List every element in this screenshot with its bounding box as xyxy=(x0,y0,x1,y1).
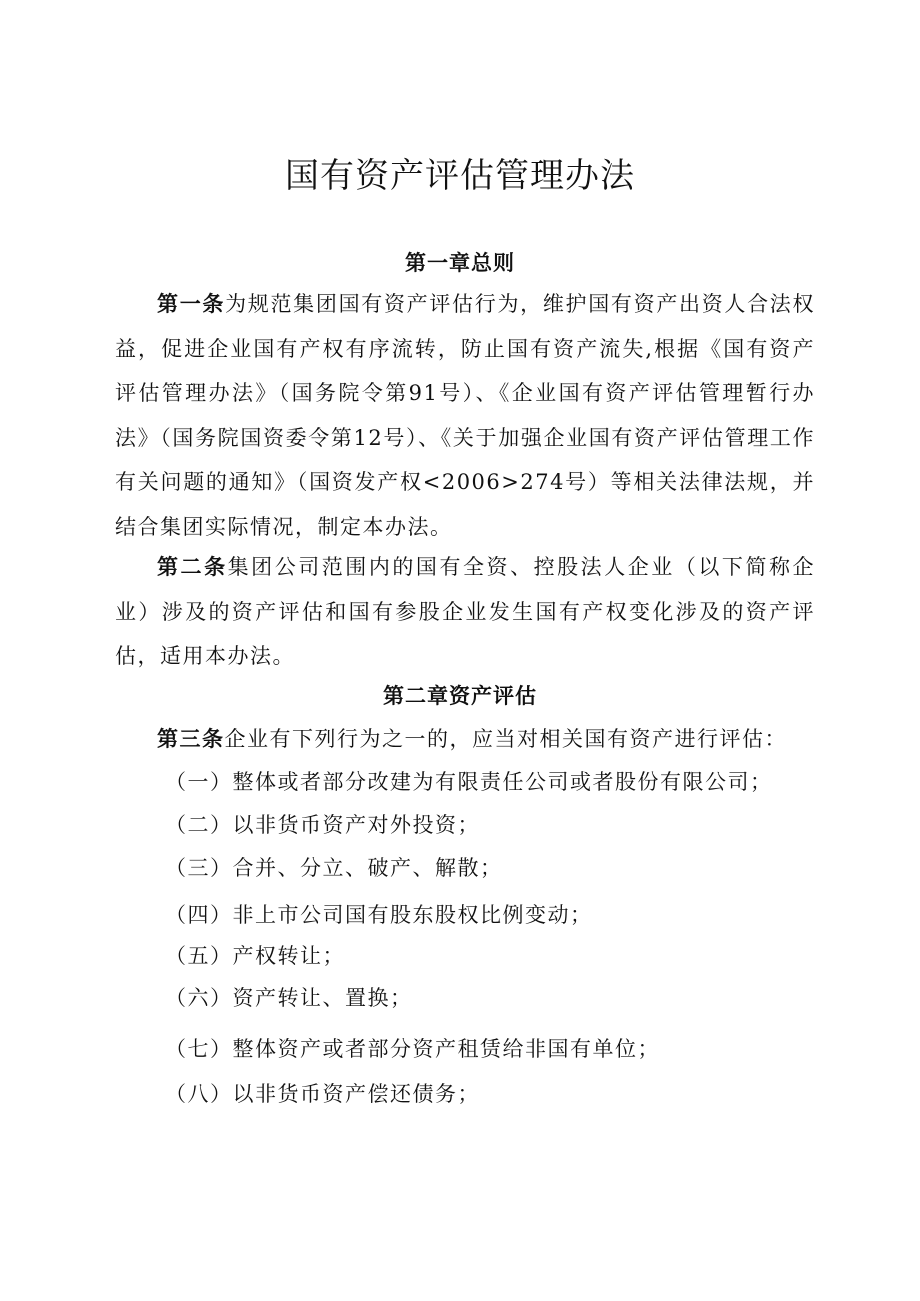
chapter-heading-1: 第一章总则 xyxy=(405,250,515,275)
list-item: （四）非上市公司国有股东股权比例变动； xyxy=(165,903,593,927)
article-3 xyxy=(115,717,815,762)
article-1-label: 第一条 xyxy=(157,291,226,316)
article-2-text: 集团公司范围内的国有全资、控股法人企业（以下简称企业）涉及的资产评估和国有参股企业发生国有产权变化涉及的资产评估，适用本办法。 xyxy=(115,555,816,668)
list-item: （六）资产转让、置换； xyxy=(165,986,413,1010)
article-2 xyxy=(115,545,815,679)
article-1 xyxy=(115,282,815,549)
list-item: （七）整体资产或者部分资产租赁给非国有单位； xyxy=(165,1037,660,1061)
document-title: 国有资产评估管理办法 xyxy=(285,156,635,196)
chapter-heading-2: 第二章资产评估 xyxy=(383,683,537,708)
list-item: （一）整体或者部分改建为有限责任公司或者股份有限公司； xyxy=(165,770,773,794)
article-3-text: 企业有下列行为之一的，应当对相关国有资产进行评估： xyxy=(224,727,787,751)
article-3-label: 第三条 xyxy=(157,726,225,751)
list-item: （二）以非货币资产对外投资； xyxy=(165,813,480,837)
article-1-text: 为规范集团国有资产评估行为，维护国有资产出资人合法权益，促进企业国有产权有序流转，防止国有资产流失,根据《国有资产评估管理办法》（国务院令第91号）、《企业国有资产评估管理暂行办法》（国务院国资委令第12号）、《关于加强企业国有资产评估管理工作有关问题的通知》（国资发产权<2006>274号）等相关法律法规，并结合集团实际情况，制定本办法。 xyxy=(115,292,816,539)
list-item: （八）以非货币资产偿还债务； xyxy=(165,1082,480,1106)
list-item: （五）产权转让； xyxy=(165,944,345,968)
list-item: （三）合并、分立、破产、解散； xyxy=(165,856,503,880)
article-2-label: 第二条 xyxy=(157,554,228,579)
